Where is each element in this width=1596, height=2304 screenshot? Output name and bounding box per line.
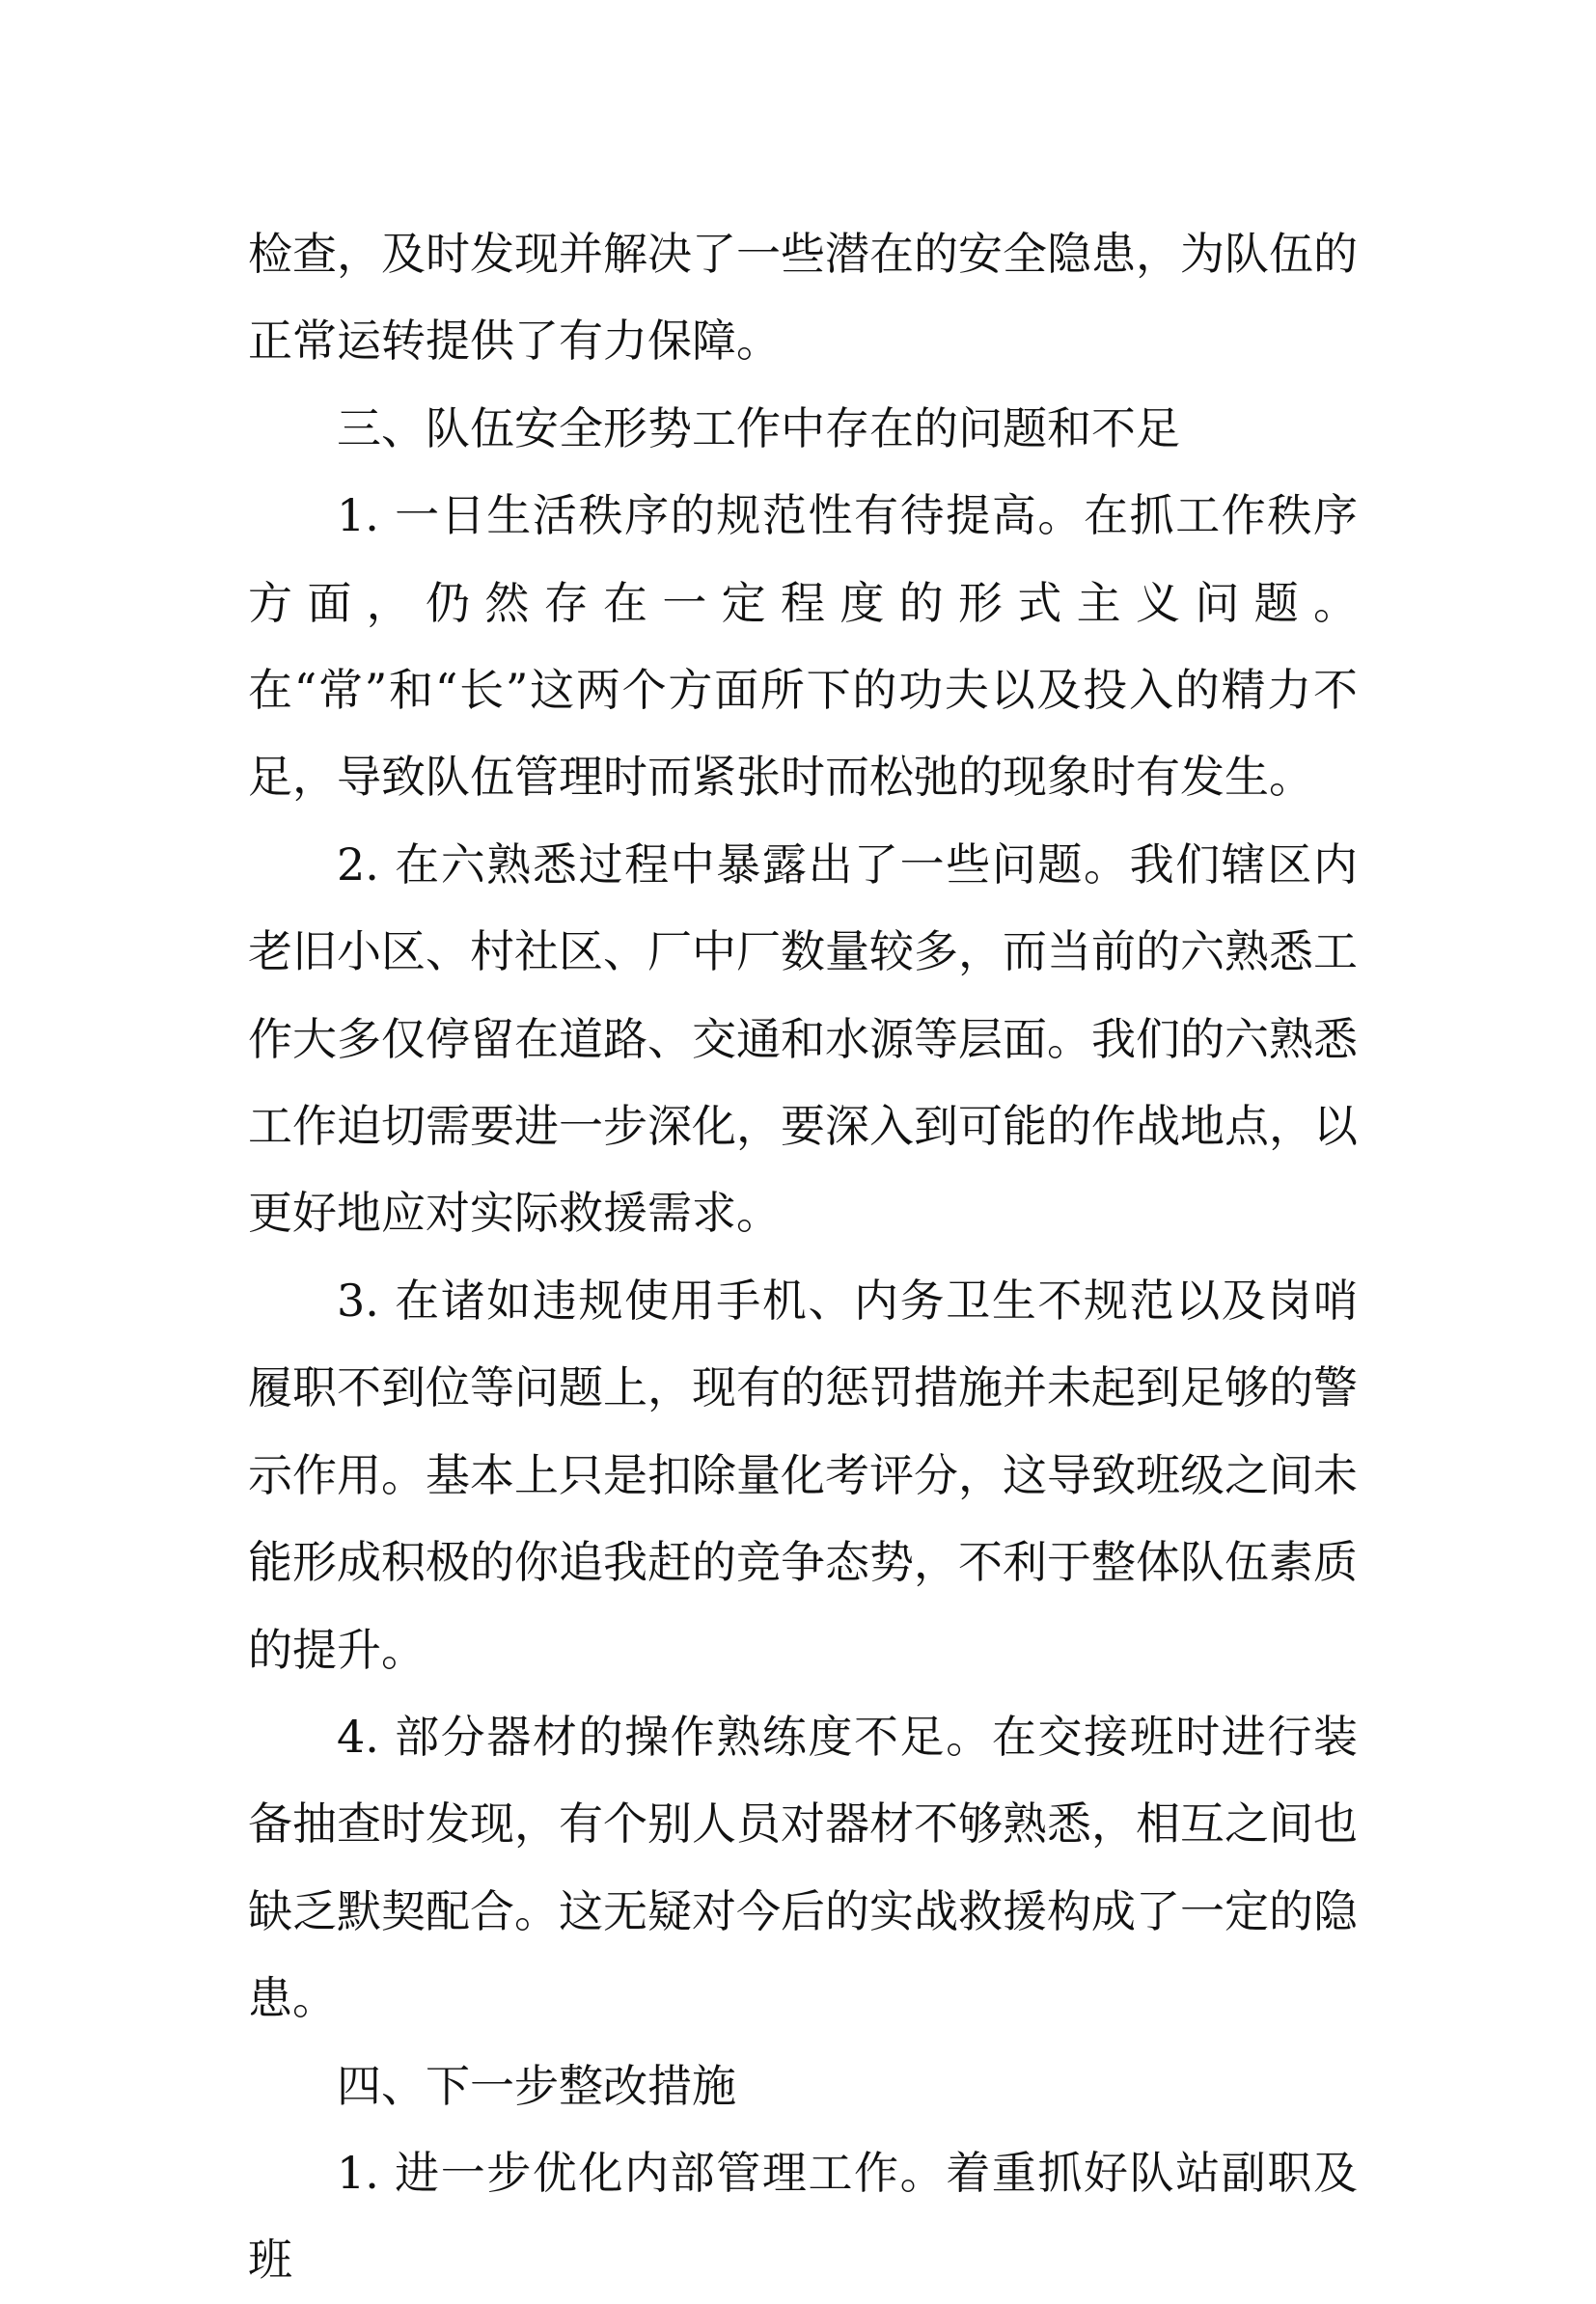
paragraph-continuation: 检查，及时发现并解决了一些潜在的安全隐患，为队伍的正常运转提供了有力保障。	[248, 228, 1358, 368]
document-body	[248, 210, 1358, 2304]
paragraph-measure-1: 1. 进一步优化内部管理工作。着重抓好队站副职及班	[248, 2146, 1358, 2287]
paragraph-problem-1: 1. 一日生活秩序的规范性有待提高。在抓工作秩序方面，仍然存在一定程度的形式主义问题。在“常”和“长”这两个方面所下的功夫以及投入的精力不足，导致队伍管理时而紧张时而松弛的现象时有发生。	[248, 489, 1358, 804]
paragraph-problem-2: 2. 在六熟悉过程中暴露出了一些问题。我们辖区内老旧小区、村社区、厂中厂数量较多，而当前的六熟悉工作大多仅停留在道路、交通和水源等层面。我们的六熟悉工作迫切需要进一步深化，要深入到可能的作战地点，以更好地应对实际救援需求。	[248, 837, 1358, 1240]
paragraph-problem-4: 4. 部分器材的操作熟练度不足。在交接班时进行装备抽查时发现，有个别人员对器材不够熟悉，相互之间也缺乏默契配合。这无疑对今后的实战救援构成了一定的隐患。	[248, 1710, 1358, 2025]
section-heading-measures: 四、下一步整改措施	[337, 2059, 736, 2112]
paragraph-problem-3: 3. 在诸如违规使用手机、内务卫生不规范以及岗哨履职不到位等问题上，现有的惩罚措施并未起到足够的警示作用。基本上只是扣除量化考评分，这导致班级之间未能形成积极的你追我赶的竞争态势，不利于整体队伍素质的提升。	[248, 1274, 1358, 1676]
section-heading-problems: 三、队伍安全形势工作中存在的问题和不足	[337, 401, 1180, 454]
